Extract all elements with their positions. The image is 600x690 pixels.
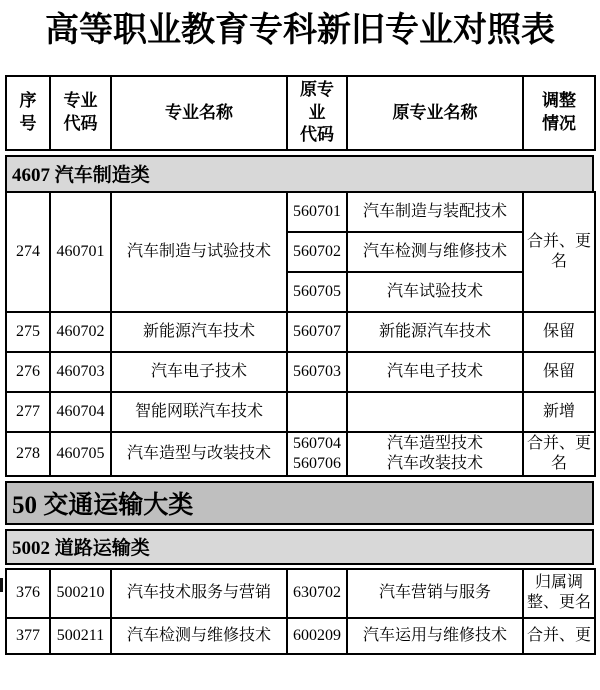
row-277-old-code xyxy=(287,392,347,432)
row-278-old-names xyxy=(347,432,523,476)
row-274-old-name-1: 汽车制造与装配技术 xyxy=(347,192,523,232)
table-row-274-sub1 xyxy=(6,192,595,232)
row-376-seq: 376 xyxy=(6,569,50,618)
section-band-5002 xyxy=(5,529,594,565)
row-274-old-code-3: 560705 xyxy=(287,272,347,312)
row-376-adjustment: 归属调整、更名 xyxy=(523,569,595,618)
row-274-old-name-2: 汽车检测与维修技术 xyxy=(347,232,523,272)
row-277-code: 460704 xyxy=(50,392,111,432)
row-274-seq: 274 xyxy=(6,192,50,312)
section-band-4607-label: 4607 汽车制造类 xyxy=(12,165,150,187)
page-title: 高等职业教育专科新旧专业对照表 xyxy=(45,11,555,49)
section-band-4607 xyxy=(5,155,594,193)
col-header-old-name-line1: 原专业名称 xyxy=(392,102,478,122)
row-376-old-name: 汽车营销与服务 xyxy=(347,569,523,618)
row-276-code: 460703 xyxy=(50,352,111,392)
row-274-code: 460701 xyxy=(50,192,111,312)
row-278-old-code-1: 560704 xyxy=(293,434,341,452)
col-header-adjustment-line2: 情况 xyxy=(542,113,576,133)
row-275-old-name: 新能源汽车技术 xyxy=(347,312,523,352)
row-377-old-code: 600209 xyxy=(287,618,347,654)
document-page xyxy=(0,10,600,690)
row-277-seq: 277 xyxy=(6,392,50,432)
table-row-376 xyxy=(6,569,595,618)
row-278-code: 460705 xyxy=(50,432,111,476)
row-274-adjustment: 合并、更名 xyxy=(523,192,595,312)
row-276-adjustment: 保留 xyxy=(523,352,595,392)
table-row-377 xyxy=(6,618,595,654)
row-274-old-code-1: 560701 xyxy=(287,192,347,232)
row-278-seq: 278 xyxy=(6,432,50,476)
row-276-old-name: 汽车电子技术 xyxy=(347,352,523,392)
col-header-seq xyxy=(6,76,50,150)
col-header-old-code-line2: 业 xyxy=(308,102,326,122)
row-377-name: 汽车检测与维修技术 xyxy=(111,618,287,654)
row-276-name: 汽车电子技术 xyxy=(111,352,287,392)
table-row-276 xyxy=(6,352,595,392)
row-274-old-code-2: 560702 xyxy=(287,232,347,272)
header-table xyxy=(5,75,596,151)
col-header-code-line1: 专业 xyxy=(63,91,98,111)
col-header-old-name xyxy=(347,76,523,150)
row-377-code: 500211 xyxy=(50,618,111,654)
row-274-old-name-3: 汽车试验技术 xyxy=(347,272,523,312)
rows-table-5002 xyxy=(5,568,596,655)
row-275-adjustment: 保留 xyxy=(523,312,595,352)
col-header-code-line2: 代码 xyxy=(63,113,98,133)
table-row-277 xyxy=(6,392,595,432)
col-header-old-code-line1: 原专 xyxy=(300,80,334,100)
row-275-seq: 275 xyxy=(6,312,50,352)
row-278-old-name-1: 汽车造型技术 xyxy=(386,434,483,452)
row-376-old-code: 630702 xyxy=(287,569,347,618)
col-header-name xyxy=(111,76,287,150)
row-278-old-codes xyxy=(287,432,347,476)
row-278-old-code-2: 560706 xyxy=(293,454,341,472)
row-276-old-code: 560703 xyxy=(287,352,347,392)
table-row-278 xyxy=(6,432,595,476)
col-header-seq-line2: 号 xyxy=(19,113,37,133)
row-278-adjustment: 合并、更名 xyxy=(523,432,595,476)
section-band-50 xyxy=(5,481,594,525)
row-377-adjustment: 合并、更 xyxy=(523,618,595,654)
row-274-name: 汽车制造与试验技术 xyxy=(111,192,287,312)
row-377-seq: 377 xyxy=(6,618,50,654)
row-275-old-code: 560707 xyxy=(287,312,347,352)
row-376-name: 汽车技术服务与营销 xyxy=(111,569,287,618)
row-277-adjustment: 新增 xyxy=(523,392,595,432)
header-row xyxy=(6,76,595,150)
row-276-seq: 276 xyxy=(6,352,50,392)
table-row-275 xyxy=(6,312,595,352)
row-277-name: 智能网联汽车技术 xyxy=(111,392,287,432)
row-275-code: 460702 xyxy=(50,312,111,352)
row-377-old-name: 汽车运用与维修技术 xyxy=(347,618,523,654)
col-header-seq-line1: 序 xyxy=(19,91,37,111)
col-header-old-code-line3: 代码 xyxy=(300,125,334,145)
section-band-50-label: 50 交通运输大类 xyxy=(12,491,194,519)
section-band-5002-label: 5002 道路运输类 xyxy=(12,538,150,560)
row-278-old-name-2: 汽车改装技术 xyxy=(386,454,483,472)
row-278-name: 汽车造型与改装技术 xyxy=(111,432,287,476)
row-275-name: 新能源汽车技术 xyxy=(111,312,287,352)
row-376-code: 500210 xyxy=(50,569,111,618)
col-header-adjustment xyxy=(523,76,595,150)
col-header-code xyxy=(50,76,111,150)
rows-table-4607 xyxy=(5,191,596,477)
row-277-old-name xyxy=(347,392,523,432)
col-header-old-code xyxy=(287,76,347,150)
col-header-adjustment-line1: 调整 xyxy=(542,91,576,111)
col-header-name-line1: 专业名称 xyxy=(165,102,233,122)
scan-artifact xyxy=(0,578,3,592)
